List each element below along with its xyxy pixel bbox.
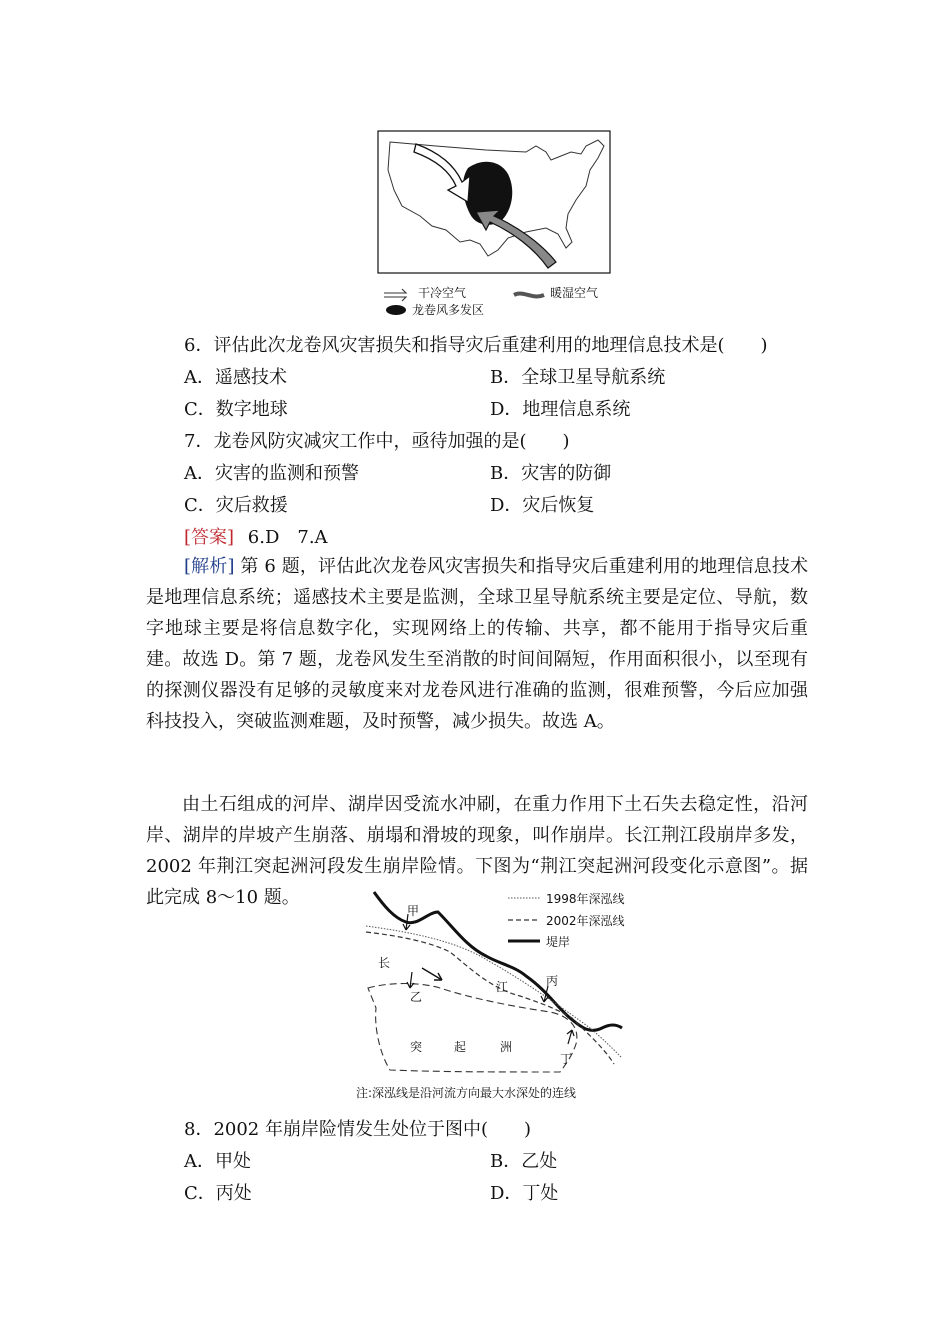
ding-arrow: [567, 1030, 574, 1044]
question-8-option-c: C．丙处: [184, 1183, 252, 1204]
analysis-paragraph: [146, 551, 808, 737]
label-jia: 甲: [407, 904, 420, 918]
tornado-legend-icon: [386, 305, 406, 315]
answer-line: [184, 526, 328, 550]
question-7-option-c: C．灾后救援: [184, 495, 288, 516]
answer-text: 6.D 7.A: [247, 527, 328, 548]
cold-air-legend-icon: [384, 289, 406, 301]
legend-warm-air: 暖湿空气: [550, 286, 599, 300]
label-yi: 乙: [410, 990, 423, 1004]
label-jiang: 江: [496, 980, 509, 994]
question-6-option-c: C．数字地球: [184, 399, 288, 420]
label-zhou: 洲: [500, 1040, 513, 1054]
flow-arrow: [422, 968, 442, 980]
label-ding: 丁: [560, 1052, 573, 1066]
label-chang: 长: [378, 956, 391, 970]
question-6-option-d: D．地理信息系统: [490, 399, 631, 420]
thalweg-1998-line: [366, 926, 622, 1058]
label-bing: 丙: [546, 974, 559, 988]
question-6-option-b: B．全球卫星导航系统: [490, 367, 666, 388]
question-6-stem: 6．评估此次龙卷风灾害损失和指导灾后重建利用的地理信息技术是( ): [184, 335, 768, 356]
legend-bank-label: 堤岸: [546, 935, 571, 949]
legend-2002-label: 2002年深泓线: [546, 914, 625, 928]
question-7-option-b: B．灾害的防御: [490, 463, 612, 484]
tornado-map-figure: [376, 130, 612, 318]
river-change-figure: [350, 888, 640, 1102]
question-7-option-a: A．灾害的监测和预警: [184, 463, 359, 484]
question-7-option-d: D．灾后恢复: [490, 495, 595, 516]
warm-air-legend-icon: [514, 294, 544, 297]
answer-tag: [答案]: [184, 527, 235, 548]
question-8-option-d: D．丁处: [490, 1183, 559, 1204]
thalweg-2002-line: [366, 932, 614, 1064]
analysis-tag: [解析]: [184, 556, 235, 577]
label-qi: 起: [454, 1040, 467, 1054]
question-6-option-a: A．遥感技术: [184, 367, 287, 388]
legend-1998-label: 1998年深泓线: [546, 892, 625, 906]
figure-note: 注:深泓线是沿河流方向最大水深处的连线: [356, 1086, 577, 1100]
question-8-option-a: A．甲处: [184, 1151, 251, 1172]
question-7-stem: 7．龙卷风防灾减灾工作中，亟待加强的是( ): [184, 431, 570, 452]
yi-arrow: [407, 972, 414, 988]
analysis-text: 第 6 题，评估此次龙卷风灾害损失和指导灾后重建利用的地理信息技术是地理信息系统；遥感技术主要是监测，全球卫星导航系统主要是定位、导航，数字地球主要是将信息数字化，实现网络上的传输、共享，都不能用于指导灾后重建。故选 D。第 7 题，龙卷风发生至消散的时间间隔短，作用面积很小，以至现有的探测仪器没有足够的灵敏度来对龙卷风进行准确的监测，很难预警，今后应加强科技投入，突破监测难题，及时预警，减少损失。故选 A。: [146, 556, 808, 732]
label-tu: 突: [410, 1040, 423, 1054]
legend-cold-air: 干冷空气: [418, 286, 467, 300]
intro-paragraph: 由土石组成的河岸、湖岸因受流水冲刷，在重力作用下土石失去稳定性，沿河岸、湖岸的岸坡产生崩落、崩塌和滑坡的现象，叫作崩岸。长江荆江段崩岸多发，2002 年荆江突起洲河段发生崩岸险情。下图为“荆江突起洲河段变化示意图”。据此完成 8～10 题。: [146, 794, 808, 908]
question-8-option-b: B．乙处: [490, 1151, 558, 1172]
legend-tornado-zone: 龙卷风多发区: [412, 303, 485, 317]
question-8-stem: 8．2002 年崩岸险情发生处位于图中( ): [184, 1119, 532, 1140]
